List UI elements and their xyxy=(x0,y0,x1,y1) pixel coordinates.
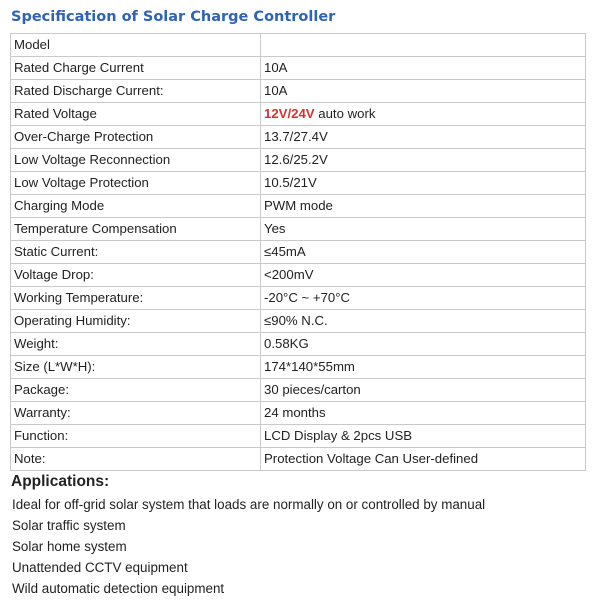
spec-value-highlight: 12V/24V xyxy=(264,106,315,121)
spec-label: Rated Voltage xyxy=(11,103,261,126)
spec-value: 10A xyxy=(261,80,586,103)
table-row xyxy=(11,172,586,195)
table-row xyxy=(11,241,586,264)
spec-value: 12.6/25.2V xyxy=(261,149,586,172)
spec-value: 13.7/27.4V xyxy=(261,126,586,149)
table-row xyxy=(11,310,586,333)
table-row xyxy=(11,264,586,287)
list-item: Solar home system xyxy=(12,539,127,554)
table-row xyxy=(11,448,586,471)
spec-value: 10A xyxy=(261,57,586,80)
spec-label: Size (L*W*H): xyxy=(11,356,261,379)
spec-value: ≤90% N.C. xyxy=(261,310,586,333)
page-title: Specification of Solar Charge Controller xyxy=(11,9,336,25)
spec-label: Voltage Drop: xyxy=(11,264,261,287)
spec-label: Low Voltage Reconnection xyxy=(11,149,261,172)
spec-label: Static Current: xyxy=(11,241,261,264)
spec-value: PWM mode xyxy=(261,195,586,218)
table-row xyxy=(11,379,586,402)
spec-value xyxy=(261,103,586,126)
spec-label: Package: xyxy=(11,379,261,402)
spec-label: Working Temperature: xyxy=(11,287,261,310)
spec-value: Protection Voltage Can User-defined xyxy=(261,448,586,471)
table-row xyxy=(11,195,586,218)
applications-list xyxy=(12,496,485,601)
table-row xyxy=(11,287,586,310)
spec-value: 174*140*55mm xyxy=(261,356,586,379)
table-row xyxy=(11,57,586,80)
spec-value: 0.58KG xyxy=(261,333,586,356)
table-row xyxy=(11,333,586,356)
table-row xyxy=(11,34,586,57)
list-item: Unattended CCTV equipment xyxy=(12,560,188,575)
spec-label: Function: xyxy=(11,425,261,448)
spec-value: 10.5/21V xyxy=(261,172,586,195)
spec-label: Warranty: xyxy=(11,402,261,425)
spec-value: ≤45mA xyxy=(261,241,586,264)
spec-label: Note: xyxy=(11,448,261,471)
spec-label: Temperature Compensation xyxy=(11,218,261,241)
spec-table xyxy=(10,33,586,471)
spec-value-rest: auto work xyxy=(314,106,376,121)
spec-value: 30 pieces/carton xyxy=(261,379,586,402)
spec-label: Model xyxy=(11,34,261,57)
table-row xyxy=(11,80,586,103)
spec-label: Operating Humidity: xyxy=(11,310,261,333)
table-row xyxy=(11,149,586,172)
list-item: Solar traffic system xyxy=(12,518,126,533)
table-row xyxy=(11,425,586,448)
spec-value: LCD Display & 2pcs USB xyxy=(261,425,586,448)
table-row xyxy=(11,103,586,126)
spec-value: Yes xyxy=(261,218,586,241)
spec-label: Rated Discharge Current: xyxy=(11,80,261,103)
spec-label: Weight: xyxy=(11,333,261,356)
table-row xyxy=(11,126,586,149)
list-item: Wild automatic detection equipment xyxy=(12,581,225,596)
table-row xyxy=(11,356,586,379)
spec-value: <200mV xyxy=(261,264,586,287)
spec-label: Low Voltage Protection xyxy=(11,172,261,195)
spec-label: Over-Charge Protection xyxy=(11,126,261,149)
list-item: Ideal for off-grid solar system that loads are normally on or controlled by manual xyxy=(12,497,486,512)
spec-value xyxy=(261,34,586,57)
spec-value: 24 months xyxy=(261,402,586,425)
spec-label: Charging Mode xyxy=(11,195,261,218)
table-row xyxy=(11,402,586,425)
table-row xyxy=(11,218,586,241)
spec-label: Rated Charge Current xyxy=(11,57,261,80)
applications-heading: Applications: xyxy=(11,473,110,490)
spec-value: -20°C ~ +70°C xyxy=(261,287,586,310)
